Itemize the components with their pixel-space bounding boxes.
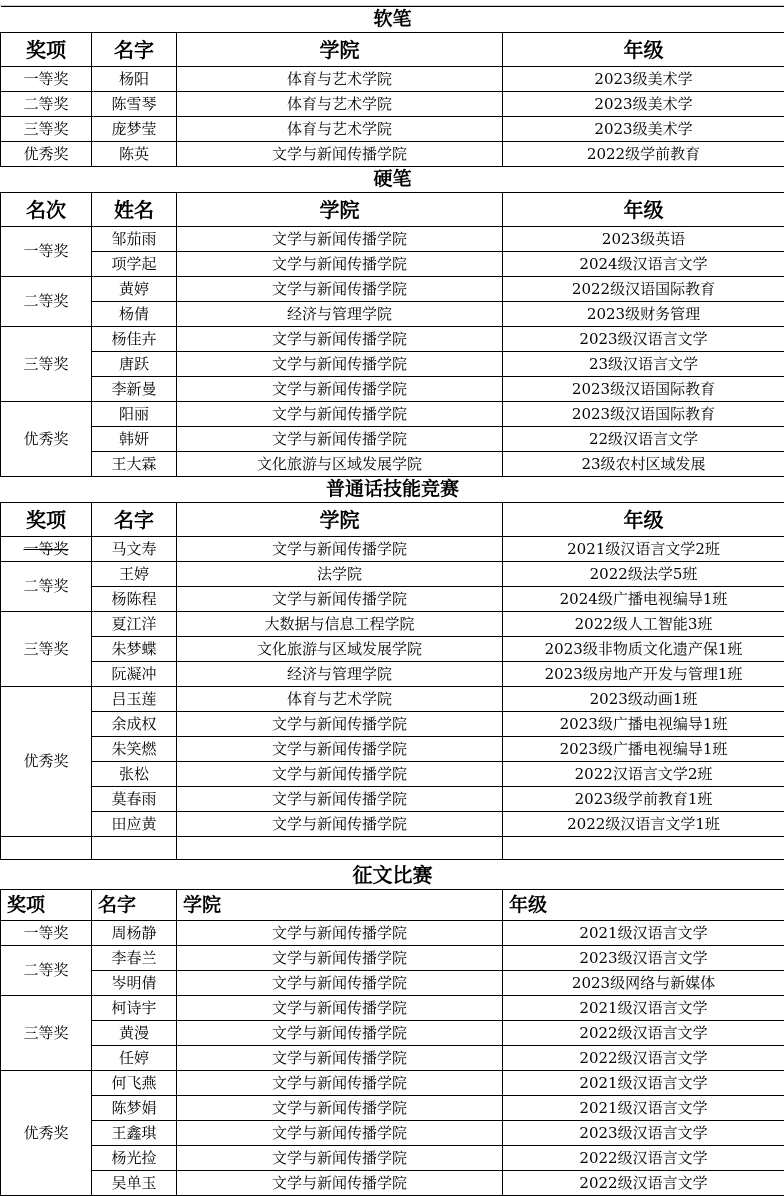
column-header[interactable]: 名字 xyxy=(92,33,177,67)
table-row xyxy=(1,587,784,612)
table-row xyxy=(1,996,784,1021)
college-cell[interactable]: 文学与新闻传播学院 xyxy=(177,142,503,167)
section-title[interactable]: 普通话技能竞赛 xyxy=(1,477,784,503)
name-cell[interactable]: 黄婷 xyxy=(92,277,177,302)
name-cell[interactable]: 杨光捡 xyxy=(92,1146,177,1171)
college-cell[interactable]: 文学与新闻传播学院 xyxy=(177,1021,503,1046)
award-cell[interactable]: 一等奖 xyxy=(1,921,92,946)
grade-cell[interactable]: 2022级汉语国际教育 xyxy=(503,277,784,302)
grade-cell[interactable]: 2021级汉语言文学 xyxy=(503,1096,784,1121)
award-cell[interactable]: 二等奖 xyxy=(1,562,92,612)
empty-cell[interactable] xyxy=(92,837,177,860)
name-cell[interactable]: 阳丽 xyxy=(92,402,177,427)
name-cell[interactable]: 杨陈程 xyxy=(92,587,177,612)
table-row xyxy=(1,612,784,637)
section-title-row xyxy=(1,860,784,890)
name-cell[interactable]: 李春兰 xyxy=(92,946,177,971)
award-cell[interactable]: 三等奖 xyxy=(1,327,92,402)
college-cell[interactable]: 法学院 xyxy=(177,562,503,587)
college-cell[interactable]: 文学与新闻传播学院 xyxy=(177,1046,503,1071)
award-cell[interactable]: 优秀奖 xyxy=(1,1071,92,1196)
grade-cell[interactable]: 2022级汉语言文学 xyxy=(503,1146,784,1171)
table-row xyxy=(1,662,784,687)
college-cell[interactable]: 文学与新闻传播学院 xyxy=(177,971,503,996)
college-cell[interactable]: 文学与新闻传播学院 xyxy=(177,277,503,302)
table-row xyxy=(1,1071,784,1096)
award-cell[interactable]: 优秀奖 xyxy=(1,402,92,477)
grade-cell[interactable]: 2021级汉语言文学2班 xyxy=(503,537,784,562)
header-row xyxy=(1,33,784,67)
grade-cell[interactable]: 2024级广播电视编导1班 xyxy=(503,587,784,612)
college-cell[interactable]: 经济与管理学院 xyxy=(177,302,503,327)
column-header[interactable]: 学院 xyxy=(177,890,503,921)
college-cell[interactable]: 文学与新闻传播学院 xyxy=(177,1121,503,1146)
section-title-row xyxy=(1,7,784,33)
name-cell[interactable]: 任婷 xyxy=(92,1046,177,1071)
column-header[interactable]: 年级 xyxy=(503,33,784,67)
table-row xyxy=(1,302,784,327)
college-cell[interactable]: 文学与新闻传播学院 xyxy=(177,1071,503,1096)
table-row xyxy=(1,327,784,352)
college-cell[interactable]: 文学与新闻传播学院 xyxy=(177,762,503,787)
column-header[interactable]: 年级 xyxy=(503,193,784,227)
table-row xyxy=(1,252,784,277)
table-row xyxy=(1,277,784,302)
college-cell[interactable]: 文学与新闻传播学院 xyxy=(177,1096,503,1121)
college-cell[interactable]: 文学与新闻传播学院 xyxy=(177,946,503,971)
name-cell[interactable]: 王鑫琪 xyxy=(92,1121,177,1146)
table-row xyxy=(1,787,784,812)
section-title-row xyxy=(1,167,784,193)
grade-cell[interactable]: 2023级汉语国际教育 xyxy=(503,377,784,402)
grade-cell[interactable]: 2023级美术学 xyxy=(503,92,784,117)
award-cell[interactable]: 三等奖 xyxy=(1,996,92,1071)
award-table xyxy=(0,6,784,1196)
table-row xyxy=(1,637,784,662)
grade-cell[interactable]: 23级汉语言文学 xyxy=(503,352,784,377)
grade-cell[interactable]: 2023级广播电视编导1班 xyxy=(503,737,784,762)
college-cell[interactable]: 文学与新闻传播学院 xyxy=(177,996,503,1021)
table-row xyxy=(1,762,784,787)
column-header[interactable]: 学院 xyxy=(177,503,503,537)
header-row xyxy=(1,193,784,227)
table-row xyxy=(1,402,784,427)
name-cell[interactable]: 黄漫 xyxy=(92,1021,177,1046)
name-cell[interactable]: 周杨静 xyxy=(92,921,177,946)
name-cell[interactable]: 何飞燕 xyxy=(92,1071,177,1096)
table-row xyxy=(1,1021,784,1046)
college-cell[interactable]: 文学与新闻传播学院 xyxy=(177,537,503,562)
table-row xyxy=(1,921,784,946)
column-header[interactable]: 名字 xyxy=(92,503,177,537)
college-cell[interactable]: 体育与艺术学院 xyxy=(177,67,503,92)
grade-cell[interactable]: 2022级汉语言文学 xyxy=(503,1021,784,1046)
column-header[interactable]: 姓名 xyxy=(92,193,177,227)
award-cell[interactable]: 三等奖 xyxy=(1,612,92,687)
section-title-row xyxy=(1,477,784,503)
name-cell[interactable]: 杨阳 xyxy=(92,67,177,92)
column-header[interactable]: 年级 xyxy=(503,503,784,537)
award-cell[interactable]: 二等奖 xyxy=(1,92,92,117)
column-header[interactable]: 奖项 xyxy=(1,33,92,67)
college-cell[interactable]: 文化旅游与区域发展学院 xyxy=(177,637,503,662)
grade-cell[interactable]: 2022汉语言文学2班 xyxy=(503,762,784,787)
table-row xyxy=(1,971,784,996)
empty-cell[interactable] xyxy=(177,837,503,860)
table-row xyxy=(1,452,784,477)
column-header[interactable]: 奖项 xyxy=(1,503,92,537)
name-cell[interactable]: 杨佳卉 xyxy=(92,327,177,352)
grade-cell[interactable]: 2022级汉语言文学1班 xyxy=(503,812,784,837)
table-row xyxy=(1,812,784,837)
table-row xyxy=(1,427,784,452)
name-cell[interactable]: 杨倩 xyxy=(92,302,177,327)
name-cell[interactable]: 田应黄 xyxy=(92,812,177,837)
grade-cell[interactable]: 2023级网络与新媒体 xyxy=(503,971,784,996)
name-cell[interactable]: 莫春雨 xyxy=(92,787,177,812)
table-row xyxy=(1,352,784,377)
grade-cell[interactable]: 2023级非物质文化遗产保1班 xyxy=(503,637,784,662)
table-row xyxy=(1,227,784,252)
table-row xyxy=(1,1171,784,1196)
section-title[interactable]: 征文比赛 xyxy=(1,860,784,890)
name-cell[interactable]: 柯诗宇 xyxy=(92,996,177,1021)
college-cell[interactable]: 文学与新闻传播学院 xyxy=(177,1146,503,1171)
table-row xyxy=(1,142,784,167)
award-cell[interactable]: 一等奖 xyxy=(1,67,92,92)
column-header[interactable]: 年级 xyxy=(503,890,784,921)
header-row xyxy=(1,890,784,921)
award-cell[interactable]: 优秀奖 xyxy=(1,142,92,167)
table-row xyxy=(1,1121,784,1146)
grade-cell[interactable]: 2023级房地产开发与管理1班 xyxy=(503,662,784,687)
college-cell[interactable]: 文学与新闻传播学院 xyxy=(177,921,503,946)
name-cell[interactable]: 夏江洋 xyxy=(92,612,177,637)
grade-cell[interactable]: 2022级法学5班 xyxy=(503,562,784,587)
grade-cell[interactable]: 2022级汉语言文学 xyxy=(503,1171,784,1196)
college-cell[interactable]: 文学与新闻传播学院 xyxy=(177,787,503,812)
award-cell[interactable]: 一等奖 xyxy=(1,227,92,277)
table-row xyxy=(1,537,784,562)
grade-cell[interactable]: 23级农村区域发展 xyxy=(503,452,784,477)
college-cell[interactable]: 文化旅游与区域发展学院 xyxy=(177,452,503,477)
table-row xyxy=(1,377,784,402)
column-header[interactable]: 学院 xyxy=(177,33,503,67)
name-cell[interactable]: 唐跃 xyxy=(92,352,177,377)
name-cell[interactable]: 岑明倩 xyxy=(92,971,177,996)
grade-cell[interactable]: 2023级英语 xyxy=(503,227,784,252)
table-row xyxy=(1,562,784,587)
column-header[interactable]: 名次 xyxy=(1,193,92,227)
table-row xyxy=(1,1046,784,1071)
grade-cell[interactable]: 2022级人工智能3班 xyxy=(503,612,784,637)
grade-cell[interactable]: 2023级汉语国际教育 xyxy=(503,402,784,427)
name-cell[interactable]: 王大霖 xyxy=(92,452,177,477)
college-cell[interactable]: 文学与新闻传播学院 xyxy=(177,402,503,427)
grade-cell[interactable]: 2024级汉语言文学 xyxy=(503,252,784,277)
grade-cell[interactable]: 2023级学前教育1班 xyxy=(503,787,784,812)
empty-cell[interactable] xyxy=(1,837,92,860)
name-cell[interactable]: 阮凝冲 xyxy=(92,662,177,687)
college-cell[interactable]: 文学与新闻传播学院 xyxy=(177,587,503,612)
name-cell[interactable]: 张松 xyxy=(92,762,177,787)
name-cell[interactable]: 陈梦娟 xyxy=(92,1096,177,1121)
grade-cell[interactable]: 2021级汉语言文学 xyxy=(503,921,784,946)
name-cell[interactable]: 吕玉莲 xyxy=(92,687,177,712)
grade-cell[interactable]: 2023级汉语言文学 xyxy=(503,946,784,971)
column-header[interactable]: 名字 xyxy=(92,890,177,921)
grade-cell[interactable]: 2022级汉语言文学 xyxy=(503,1046,784,1071)
grade-cell[interactable]: 22级汉语言文学 xyxy=(503,427,784,452)
college-cell[interactable]: 文学与新闻传播学院 xyxy=(177,352,503,377)
college-cell[interactable]: 文学与新闻传播学院 xyxy=(177,327,503,352)
grade-cell[interactable]: 2023级动画1班 xyxy=(503,687,784,712)
college-cell[interactable]: 文学与新闻传播学院 xyxy=(177,812,503,837)
college-cell[interactable]: 体育与艺术学院 xyxy=(177,92,503,117)
award-cell[interactable]: 优秀奖 xyxy=(1,687,92,837)
grade-cell[interactable]: 2021级汉语言文学 xyxy=(503,996,784,1021)
column-header[interactable]: 学院 xyxy=(177,193,503,227)
name-cell[interactable]: 韩妍 xyxy=(92,427,177,452)
award-cell[interactable]: 二等奖 xyxy=(1,946,92,996)
empty-cell[interactable] xyxy=(503,837,784,860)
table-row xyxy=(1,1146,784,1171)
name-cell[interactable]: 余成权 xyxy=(92,712,177,737)
college-cell[interactable]: 文学与新闻传播学院 xyxy=(177,377,503,402)
grade-cell[interactable]: 2021级汉语言文学 xyxy=(503,1071,784,1096)
table-row xyxy=(1,117,784,142)
table-row xyxy=(1,946,784,971)
grade-cell[interactable]: 2023级美术学 xyxy=(503,117,784,142)
college-cell[interactable]: 文学与新闻传播学院 xyxy=(177,1171,503,1196)
name-cell[interactable]: 项学起 xyxy=(92,252,177,277)
grade-cell[interactable]: 2023级美术学 xyxy=(503,67,784,92)
section-title[interactable]: 硬笔 xyxy=(1,167,784,193)
name-cell[interactable]: 朱梦蝶 xyxy=(92,637,177,662)
grade-cell[interactable]: 2023级汉语言文学 xyxy=(503,327,784,352)
award-cell[interactable]: 二等奖 xyxy=(1,277,92,327)
college-cell[interactable]: 文学与新闻传播学院 xyxy=(177,227,503,252)
table-row xyxy=(1,712,784,737)
grade-cell[interactable]: 2023级广播电视编导1班 xyxy=(503,712,784,737)
college-cell[interactable]: 文学与新闻传播学院 xyxy=(177,712,503,737)
name-cell[interactable]: 邹茄雨 xyxy=(92,227,177,252)
name-cell[interactable]: 陈雪琴 xyxy=(92,92,177,117)
college-cell[interactable]: 文学与新闻传播学院 xyxy=(177,252,503,277)
name-cell[interactable]: 朱笑燃 xyxy=(92,737,177,762)
college-cell[interactable]: 体育与艺术学院 xyxy=(177,117,503,142)
award-cell[interactable]: 三等奖 xyxy=(1,117,92,142)
grade-cell[interactable]: 2023级汉语言文学 xyxy=(503,1121,784,1146)
award-cell[interactable]: 一等奖 xyxy=(1,537,92,562)
name-cell[interactable]: 吴单玉 xyxy=(92,1171,177,1196)
name-cell[interactable]: 庞梦莹 xyxy=(92,117,177,142)
college-cell[interactable]: 文学与新闻传播学院 xyxy=(177,427,503,452)
college-cell[interactable]: 大数据与信息工程学院 xyxy=(177,612,503,637)
section-title[interactable]: 软笔 xyxy=(1,7,784,33)
table-row xyxy=(1,737,784,762)
name-cell[interactable]: 李新曼 xyxy=(92,377,177,402)
name-cell[interactable]: 陈英 xyxy=(92,142,177,167)
table-row xyxy=(1,67,784,92)
column-header[interactable]: 奖项 xyxy=(1,890,92,921)
empty-row xyxy=(1,837,784,860)
grade-cell[interactable]: 2023级财务管理 xyxy=(503,302,784,327)
college-cell[interactable]: 文学与新闻传播学院 xyxy=(177,737,503,762)
name-cell[interactable]: 王婷 xyxy=(92,562,177,587)
header-row xyxy=(1,503,784,537)
name-cell[interactable]: 马文寿 xyxy=(92,537,177,562)
grade-cell[interactable]: 2022级学前教育 xyxy=(503,142,784,167)
college-cell[interactable]: 经济与管理学院 xyxy=(177,662,503,687)
college-cell[interactable]: 体育与艺术学院 xyxy=(177,687,503,712)
table-row xyxy=(1,92,784,117)
table-row xyxy=(1,1096,784,1121)
table-row xyxy=(1,687,784,712)
